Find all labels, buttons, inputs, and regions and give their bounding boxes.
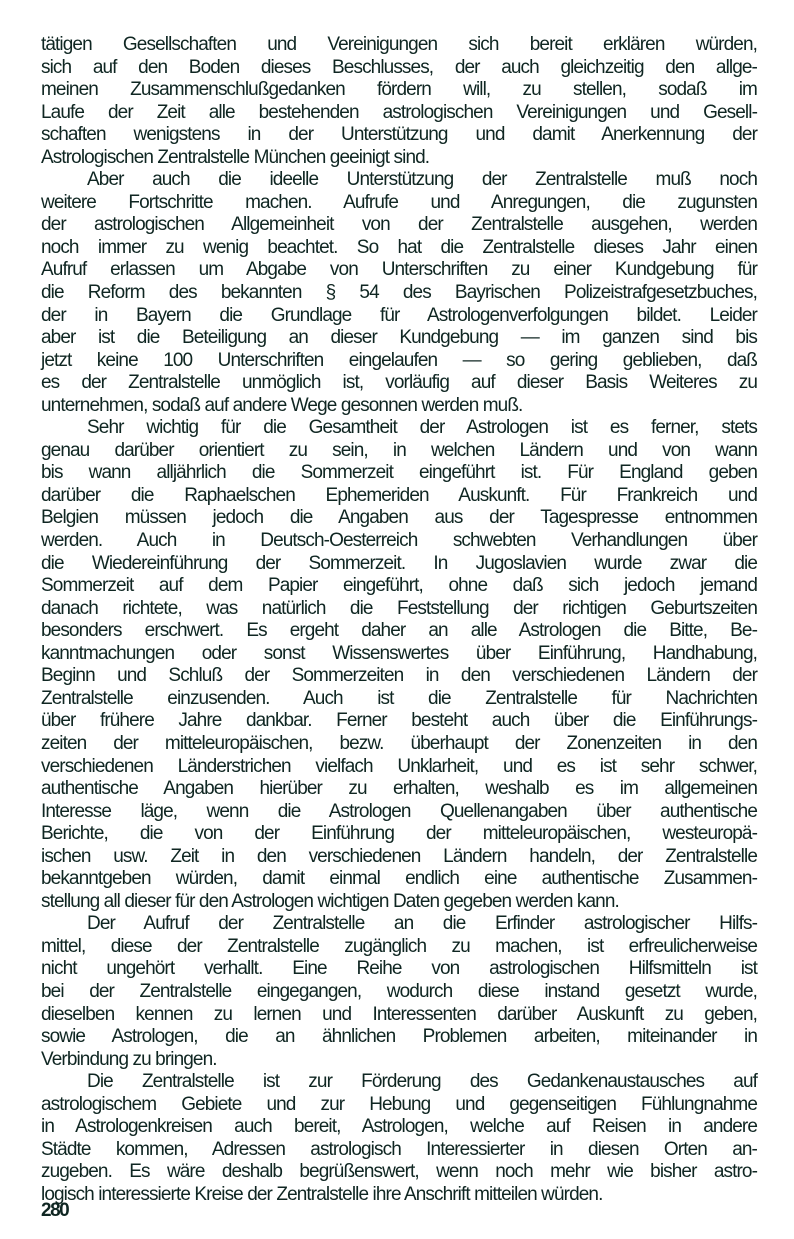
text-line: danach richtete, was natürlich die Feststellung der richtigen Geburtszeiten xyxy=(41,597,757,619)
text-line: aber ist die Beteiligung an dieser Kundgebung — im ganzen sind bis xyxy=(41,327,757,349)
text-line: kanntmachungen oder sonst Wissenswertes über Einführung, Handhabung, xyxy=(41,642,757,664)
text-line: tätigen Gesellschaften und Vereinigungen sich bereit erklären würden, xyxy=(41,34,757,55)
text-line: die Reform des bekannten § 54 des Bayrischen Polizeistrafgesetzbuches, xyxy=(41,282,757,304)
text-line: dieselben kennen zu lernen und Interessenten darüber Auskunft zu geben, xyxy=(41,1003,757,1025)
text-line: astrologischem Gebiete und zur Hebung und gegenseitigen Fühlungnahme xyxy=(41,1093,757,1115)
text-line: Zentralstelle einzusenden. Auch ist die Zentralstelle für Nachrichten xyxy=(41,687,757,709)
text-line: in Astrologenkreisen auch bereit, Astrologen, welche auf Reisen in andere xyxy=(41,1116,757,1138)
text-line: sich auf den Boden dieses Beschlusses, der auch gleichzeitig den allge- xyxy=(41,56,757,78)
text-line: der astrologischen Allgemeinheit von der Zentralstelle ausgehen, werden xyxy=(41,214,757,236)
text-line: sowie Astrologen, die an ähnlichen Problemen arbeiten, miteinander in xyxy=(41,1026,757,1048)
paragraph xyxy=(41,1071,757,1206)
paragraph xyxy=(41,417,757,913)
text-line: der in Bayern die Grundlage für Astrologenverfolgungen bildet. Leider xyxy=(41,304,757,326)
text-line: Sommerzeit auf dem Papier eingeführt, ohne daß sich jedoch jemand xyxy=(41,575,757,597)
text-line: Verbindung zu bringen. xyxy=(41,1048,217,1070)
text-line: besonders erschwert. Es ergeht daher an alle Astrologen die Bitte, Be- xyxy=(41,620,757,642)
text-line: bei der Zentralstelle eingegangen, wodurch diese instand gesetzt wurde, xyxy=(41,980,757,1002)
text-line: stellung all dieser für den Astrologen wichtigen Daten gegeben werden kann. xyxy=(41,890,619,912)
text-line: Belgien müssen jedoch die Angaben aus der Tagespresse entnommen xyxy=(41,507,757,529)
text-line: Städte kommen, Adressen astrologisch Interessierter in diesen Orten an- xyxy=(41,1138,757,1160)
text-line: noch immer zu wenig beachtet. So hat die Zentralstelle dieses Jahr einen xyxy=(41,236,757,258)
text-line: über frühere Jahre dankbar. Ferner besteht auch über die Einführungs- xyxy=(41,710,757,732)
text-line: unternehmen, sodaß auf andere Wege gesonnen werden muß. xyxy=(41,394,523,416)
text-line: Berichte, die von der Einführung der mitteleuropäischen, westeuropä- xyxy=(41,823,757,845)
text-line: es der Zentralstelle unmöglich ist, vorläufig auf dieser Basis Weiteres zu xyxy=(41,372,757,394)
text-line: meinen Zusammenschlußgedanken fördern will, zu stellen, sodaß im xyxy=(41,79,757,101)
text-line: die Wiedereinführung der Sommerzeit. In Jugoslavien wurde zwar die xyxy=(41,552,757,574)
text-line: zugeben. Es wäre deshalb begrüßenswert, wenn noch mehr wie bisher astro- xyxy=(41,1161,757,1183)
text-line: logisch interessierte Kreise der Zentralstelle ihre Anschrift mitteilen würden. xyxy=(41,1183,603,1205)
paragraph xyxy=(41,34,757,169)
text-line: Sehr wichtig für die Gesamtheit der Astrologen ist es ferner, stets xyxy=(87,417,757,439)
text-line: Aufruf erlassen um Abgabe von Unterschriften zu einer Kundgebung für xyxy=(41,259,757,281)
text-line: zeiten der mitteleuropäischen, bezw. überhaupt der Zonenzeiten in den xyxy=(41,732,757,754)
text-line: Astrologischen Zentralstelle München geeinigt sind. xyxy=(41,146,430,168)
text-line: Der Aufruf der Zentralstelle an die Erfinder astrologischer Hilfs- xyxy=(87,913,757,935)
text-line: mittel, diese der Zentralstelle zugänglich zu machen, ist erfreulicherweise xyxy=(41,935,757,957)
text-line: weitere Fortschritte machen. Aufrufe und Anregungen, die zugunsten xyxy=(41,191,757,213)
text-line: ischen usw. Zeit in den verschiedenen Ländern handeln, der Zentralstelle xyxy=(41,845,757,867)
text-line: Die Zentralstelle ist zur Förderung des Gedankenaustausches auf xyxy=(87,1071,757,1093)
text-line: bekanntgeben würden, damit einmal endlich eine authentische Zusammen- xyxy=(41,868,757,890)
text-line: nicht ungehört verhallt. Eine Reihe von astrologischen Hilfsmitteln ist xyxy=(41,958,757,980)
text-line: Interesse läge, wenn die Astrologen Quellenangaben über authentische xyxy=(41,800,757,822)
text-line: werden. Auch in Deutsch-Oesterreich schwebten Verhandlungen über xyxy=(41,530,757,552)
paragraph xyxy=(41,169,757,417)
text-line: Laufe der Zeit alle bestehenden astrologischen Vereinigungen und Gesell- xyxy=(41,101,757,123)
text-line: genau darüber orientiert zu sein, in welchen Ländern und von wann xyxy=(41,439,757,461)
page-body xyxy=(41,34,757,1206)
text-line: Aber auch die ideelle Unterstützung der Zentralstelle muß noch xyxy=(87,169,757,191)
page-number: 280 xyxy=(41,1200,69,1221)
text-line: jetzt keine 100 Unterschriften eingelaufen — so gering geblieben, daß xyxy=(41,349,757,371)
text-line: authentische Angaben hierüber zu erhalten, weshalb es im allgemeinen xyxy=(41,778,757,800)
text-line: Beginn und Schluß der Sommerzeiten in den verschiedenen Ländern der xyxy=(41,665,757,687)
text-line: bis wann alljährlich die Sommerzeit eingeführt ist. Für England geben xyxy=(41,462,757,484)
text-line: verschiedenen Länderstrichen vielfach Unklarheit, und es ist sehr schwer, xyxy=(41,755,757,777)
paragraph xyxy=(41,913,757,1071)
text-line: darüber die Raphaelschen Ephemeriden Auskunft. Für Frankreich und xyxy=(41,484,757,506)
text-line: schaften wenigstens in der Unterstützung und damit Anerkennung der xyxy=(41,124,757,146)
